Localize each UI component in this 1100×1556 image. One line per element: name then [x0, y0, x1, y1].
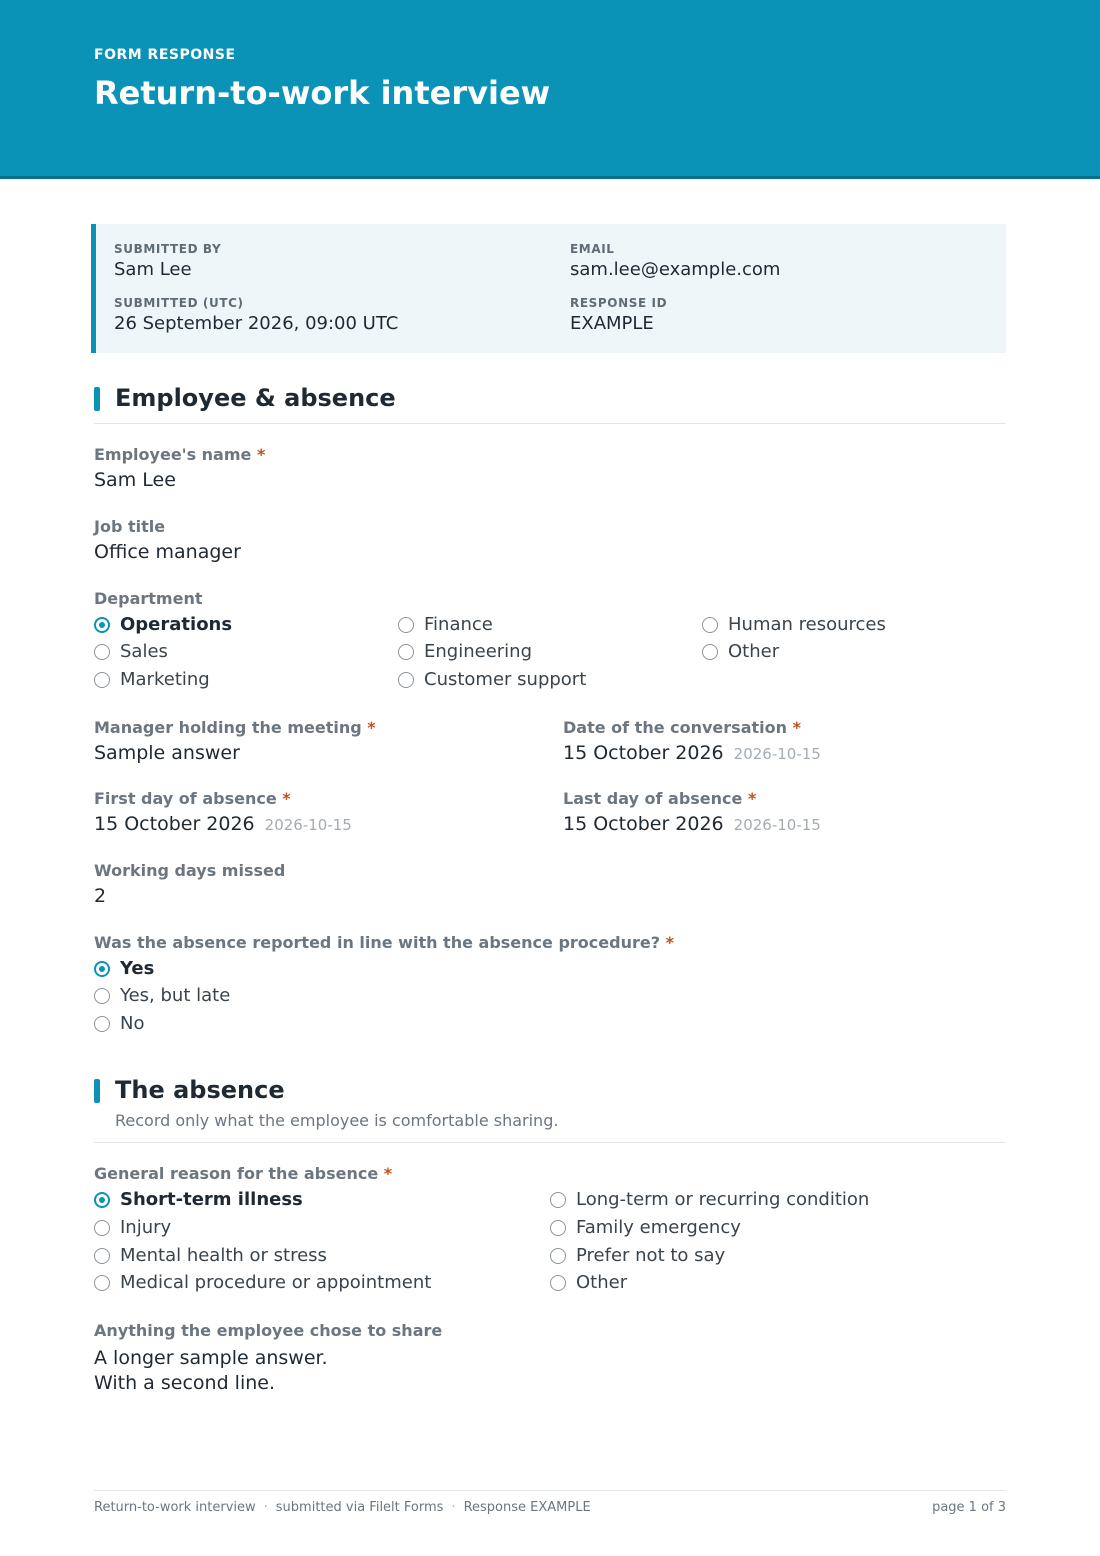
- radio-reason-medical-procedure[interactable]: Medical procedure or appointment: [94, 1272, 431, 1293]
- radio-icon: [398, 672, 414, 688]
- section-title: Employee & absence: [115, 384, 396, 412]
- radio-reported-no[interactable]: No: [94, 1013, 144, 1034]
- field-reported: Was the absence reported in line with the absence procedure? *: [94, 933, 674, 952]
- radio-department-sales[interactable]: Sales: [94, 641, 168, 662]
- radio-icon: [94, 672, 110, 688]
- field-conversation-date: Date of the conversation * 15 October 2026 2026-10-15: [563, 718, 821, 764]
- section-title: The absence: [115, 1076, 285, 1104]
- radio-department-operations[interactable]: Operations: [94, 614, 232, 635]
- radio-icon: [94, 1016, 110, 1032]
- radio-selected-icon: [94, 961, 110, 977]
- radio-selected-icon: [94, 1192, 110, 1208]
- radio-reason-prefer-not[interactable]: Prefer not to say: [550, 1245, 725, 1266]
- radio-reason-short-term-illness[interactable]: Short-term illness: [94, 1189, 303, 1210]
- radio-icon: [550, 1220, 566, 1236]
- radio-icon: [94, 1220, 110, 1236]
- section-subtitle: Record only what the employee is comfortable sharing.: [115, 1111, 559, 1130]
- field-last-day: Last day of absence * 15 October 2026 2026-10-15: [563, 789, 821, 835]
- field-job-title: Job title Office manager: [94, 517, 241, 563]
- field-department: Department: [94, 589, 203, 608]
- radio-department-other[interactable]: Other: [702, 641, 779, 662]
- submitted-by: SUBMITTED BY Sam Lee: [114, 242, 222, 280]
- radio-icon: [94, 1248, 110, 1264]
- footer-form-name: Return-to-work interview: [94, 1500, 256, 1515]
- form-header: [0, 0, 1100, 179]
- radio-reason-mental-health[interactable]: Mental health or stress: [94, 1245, 327, 1266]
- field-reason: General reason for the absence *: [94, 1164, 393, 1183]
- field-first-day: First day of absence * 15 October 2026 2026-10-15: [94, 789, 352, 835]
- radio-reason-other[interactable]: Other: [550, 1272, 627, 1293]
- page-title: Return-to-work interview: [94, 74, 551, 112]
- radio-icon: [550, 1192, 566, 1208]
- radio-reported-yes[interactable]: Yes: [94, 958, 154, 979]
- header-eyebrow: FORM RESPONSE: [94, 47, 236, 63]
- radio-department-engineering[interactable]: Engineering: [398, 641, 532, 662]
- radio-reason-long-term[interactable]: Long-term or recurring condition: [550, 1189, 869, 1210]
- radio-icon: [398, 617, 414, 633]
- footer-via: submitted via Filelt Forms: [275, 1500, 444, 1515]
- section-accent-bar: [94, 1079, 100, 1103]
- radio-department-customer-support[interactable]: Customer support: [398, 669, 586, 690]
- field-employee-name: Employee's name * Sam Lee: [94, 445, 266, 491]
- section-the-absence: [94, 1076, 1006, 1143]
- radio-icon: [94, 1275, 110, 1291]
- response-id: RESPONSE ID EXAMPLE: [570, 296, 668, 334]
- radio-icon: [550, 1275, 566, 1291]
- radio-icon: [94, 644, 110, 660]
- footer-response: Response EXAMPLE: [463, 1500, 591, 1515]
- radio-reported-late[interactable]: Yes, but late: [94, 985, 230, 1006]
- email: EMAIL sam.lee@example.com: [570, 242, 781, 280]
- radio-department-finance[interactable]: Finance: [398, 614, 493, 635]
- field-manager: Manager holding the meeting * Sample answer: [94, 718, 376, 764]
- radio-icon: [398, 644, 414, 660]
- radio-reason-family-emergency[interactable]: Family emergency: [550, 1217, 741, 1238]
- radio-selected-icon: [94, 617, 110, 633]
- radio-icon: [550, 1248, 566, 1264]
- footer-page-number: page 1 of 3: [932, 1500, 1006, 1515]
- page-footer: Return-to-work interview · submitted via Filelt Forms · Response EXAMPLE page 1 of 3: [94, 1490, 1006, 1500]
- submitted-utc: SUBMITTED (UTC) 26 September 2026, 09:00 UTC: [114, 296, 399, 334]
- radio-icon: [94, 988, 110, 1004]
- section-employee-absence: [94, 384, 1006, 424]
- field-days-missed: Working days missed 2: [94, 861, 286, 907]
- radio-department-marketing[interactable]: Marketing: [94, 669, 210, 690]
- radio-reason-injury[interactable]: Injury: [94, 1217, 171, 1238]
- radio-icon: [702, 617, 718, 633]
- radio-icon: [702, 644, 718, 660]
- section-accent-bar: [94, 387, 100, 411]
- radio-department-human-resources[interactable]: Human resources: [702, 614, 886, 635]
- submission-meta: [91, 224, 1006, 353]
- field-employee-shared: Anything the employee chose to share A longer sample answer. With a second line.: [94, 1321, 443, 1394]
